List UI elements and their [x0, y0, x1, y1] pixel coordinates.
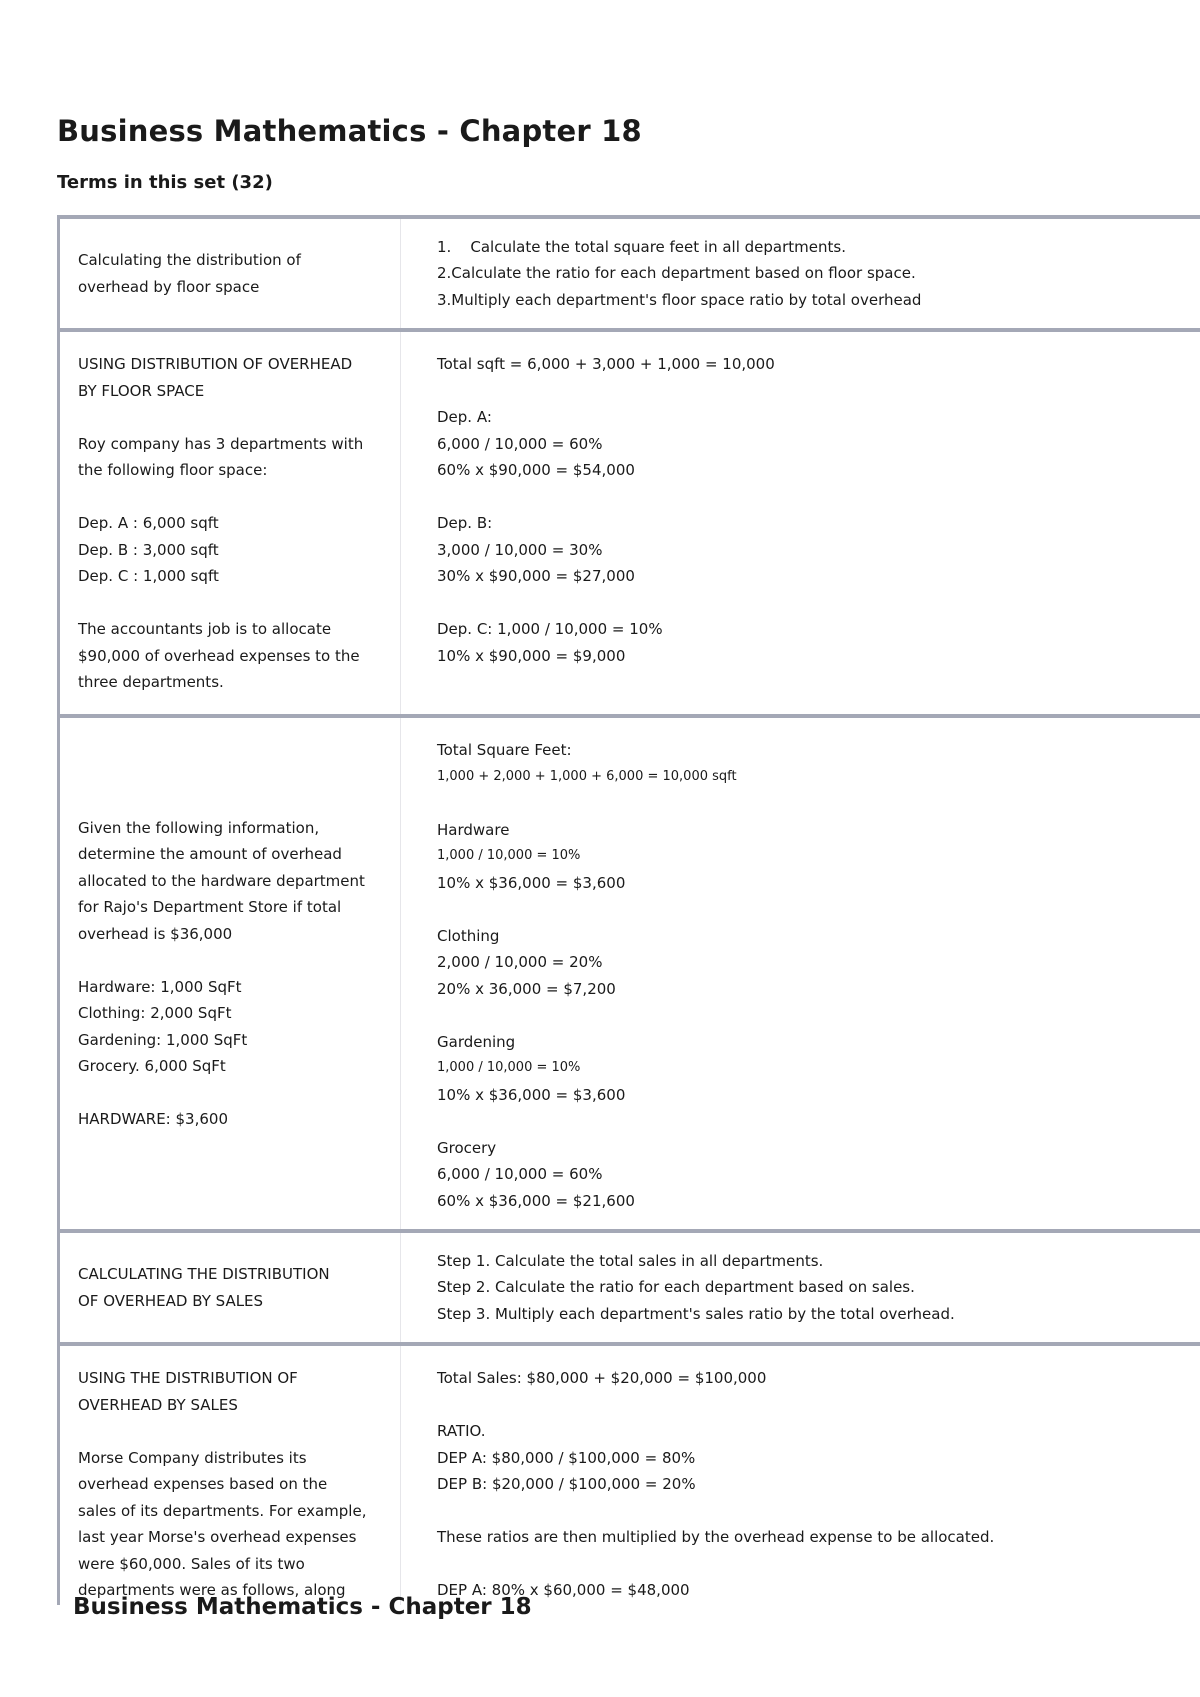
term-line: $90,000 of overhead expenses to the	[78, 646, 360, 665]
term-line: departments were as follows, along	[78, 1581, 346, 1599]
term-line: for Rajo's Department Store if total	[78, 898, 342, 916]
definition-line	[437, 590, 1200, 617]
definition-line	[437, 790, 1200, 817]
definition-text	[401, 332, 1200, 714]
definition-line: 30% x $90,000 = $27,000	[437, 567, 635, 585]
term-line	[78, 947, 400, 974]
definition-line	[437, 1002, 1200, 1029]
term-line: determine the amount of overhead	[78, 845, 342, 863]
term-text	[60, 1233, 401, 1342]
definition-line: Step 3. Multiply each department's sales ratio by the total overhead.	[437, 1304, 955, 1323]
term-line: Gardening: 1,000 SqFt	[78, 1030, 248, 1049]
definition-line: 3,000 / 10,000 = 30%	[437, 540, 603, 559]
term-card	[60, 328, 1200, 714]
term-line	[78, 404, 400, 431]
term-line: overhead by floor space	[78, 277, 260, 296]
definition-text	[401, 1346, 1200, 1605]
term-line: overhead expenses based on the	[78, 1475, 328, 1493]
term-card	[60, 714, 1200, 1229]
definition-line: Dep. B:	[437, 514, 493, 532]
definition-line: 1,000 / 10,000 = 10%	[437, 1060, 581, 1075]
term-line	[78, 484, 400, 511]
term-line: USING DISTRIBUTION OF OVERHEAD	[78, 355, 353, 373]
term-line: the following floor space:	[78, 461, 268, 479]
term-line: OF OVERHEAD BY SALES	[78, 1291, 264, 1310]
definition-line: RATIO.	[437, 1422, 486, 1440]
term-card	[60, 215, 1200, 328]
term-line: CALCULATING THE DISTRIBUTION	[78, 1265, 330, 1283]
term-line: sales of its departments. For example,	[78, 1501, 367, 1520]
definition-line: Dep. C: 1,000 / 10,000 = 10%	[437, 620, 663, 638]
definition-line: These ratios are then multiplied by the overhead expense to be allocated.	[437, 1528, 995, 1546]
term-line: Clothing: 2,000 SqFt	[78, 1004, 232, 1022]
definition-text	[401, 718, 1200, 1229]
definition-line: Step 1. Calculate the total sales in all departments.	[437, 1251, 824, 1270]
term-line: were $60,000. Sales of its two	[78, 1554, 305, 1573]
definition-line: Total sqft = 6,000 + 3,000 + 1,000 = 10,000	[437, 355, 775, 373]
definition-line: 10% x $90,000 = $9,000	[437, 646, 626, 665]
term-line: Given the following information,	[78, 818, 320, 837]
definition-text	[401, 219, 1200, 328]
definition-line	[437, 484, 1200, 511]
term-line: Hardware: 1,000 SqFt	[78, 977, 242, 996]
definition-line: Clothing	[437, 926, 500, 945]
term-line: Morse Company distributes its	[78, 1448, 307, 1467]
definition-line: 6,000 / 10,000 = 60%	[437, 1165, 603, 1183]
footer-title: Business Mathematics - Chapter 18	[73, 1594, 532, 1620]
definition-line: Step 2. Calculate the ratio for each department based on sales.	[437, 1278, 915, 1297]
definition-line: DEP A: $80,000 / $100,000 = 80%	[437, 1448, 696, 1467]
definition-line: Total Sales: $80,000 + $20,000 = $100,000	[437, 1369, 767, 1387]
terms-count: Terms in this set (32)	[57, 172, 273, 193]
definition-line: 1,000 / 10,000 = 10%	[437, 848, 581, 863]
definition-line: 2.Calculate the ratio for each department based on floor space.	[437, 264, 916, 283]
term-line: Calculating the distribution of	[78, 251, 301, 269]
term-line: BY FLOOR SPACE	[78, 381, 205, 400]
definition-line: 3.Multiply each department's floor space ratio by total overhead	[437, 290, 922, 309]
term-line: USING THE DISTRIBUTION OF	[78, 1369, 298, 1387]
definition-line: 10% x $36,000 = $3,600	[437, 873, 626, 892]
term-line: overhead is $36,000	[78, 924, 233, 943]
definition-line: DEP A: 80% x $60,000 = $48,000	[437, 1581, 690, 1599]
term-line: Grocery. 6,000 SqFt	[78, 1057, 226, 1075]
term-line: allocated to the hardware department	[78, 871, 365, 890]
definition-line	[437, 1392, 1200, 1419]
definition-line	[437, 1498, 1200, 1525]
definition-line: Grocery	[437, 1138, 497, 1157]
definition-line: 6,000 / 10,000 = 60%	[437, 434, 603, 453]
term-text	[60, 219, 401, 328]
definition-line: 20% x 36,000 = $7,200	[437, 979, 616, 998]
term-line: Dep. A : 6,000 sqft	[78, 514, 219, 532]
definition-text	[401, 1233, 1200, 1342]
definition-line: 2,000 / 10,000 = 20%	[437, 953, 603, 971]
term-line	[78, 1080, 400, 1107]
term-text	[60, 332, 401, 714]
page-title: Business Mathematics - Chapter 18	[57, 114, 642, 148]
term-line: The accountants job is to allocate	[78, 620, 332, 638]
definition-line: 60% x $36,000 = $21,600	[437, 1191, 635, 1210]
term-line: last year Morse's overhead expenses	[78, 1528, 357, 1546]
term-line: Dep. B : 3,000 sqft	[78, 540, 219, 559]
definition-line: 1,000 + 2,000 + 1,000 + 6,000 = 10,000 sqft	[437, 768, 737, 784]
term-line: Dep. C : 1,000 sqft	[78, 567, 219, 585]
term-line	[78, 590, 400, 617]
term-line: HARDWARE: $3,600	[78, 1110, 228, 1128]
definition-line	[437, 896, 1200, 923]
definition-line: 1. Calculate the total square feet in all departments.	[437, 237, 846, 256]
definition-line	[437, 378, 1200, 405]
definition-line: Dep. A:	[437, 408, 492, 426]
definition-line: Total Square Feet:	[437, 741, 572, 759]
definition-line	[437, 1551, 1200, 1578]
definition-line	[437, 1108, 1200, 1135]
definition-line: 60% x $90,000 = $54,000	[437, 461, 635, 479]
term-card	[60, 1342, 1200, 1605]
definition-line: Gardening	[437, 1032, 516, 1051]
term-line	[78, 1418, 400, 1445]
definition-line: 10% x $36,000 = $3,600	[437, 1085, 626, 1104]
terms-table	[57, 215, 1200, 1605]
term-line: Roy company has 3 departments with	[78, 434, 364, 453]
definition-line: DEP B: $20,000 / $100,000 = 20%	[437, 1475, 696, 1493]
term-line: OVERHEAD BY SALES	[78, 1395, 238, 1414]
term-text	[60, 1346, 401, 1605]
definition-line: Hardware	[437, 820, 510, 839]
term-card	[60, 1229, 1200, 1342]
term-line: three departments.	[78, 673, 224, 691]
term-text	[60, 718, 401, 1229]
